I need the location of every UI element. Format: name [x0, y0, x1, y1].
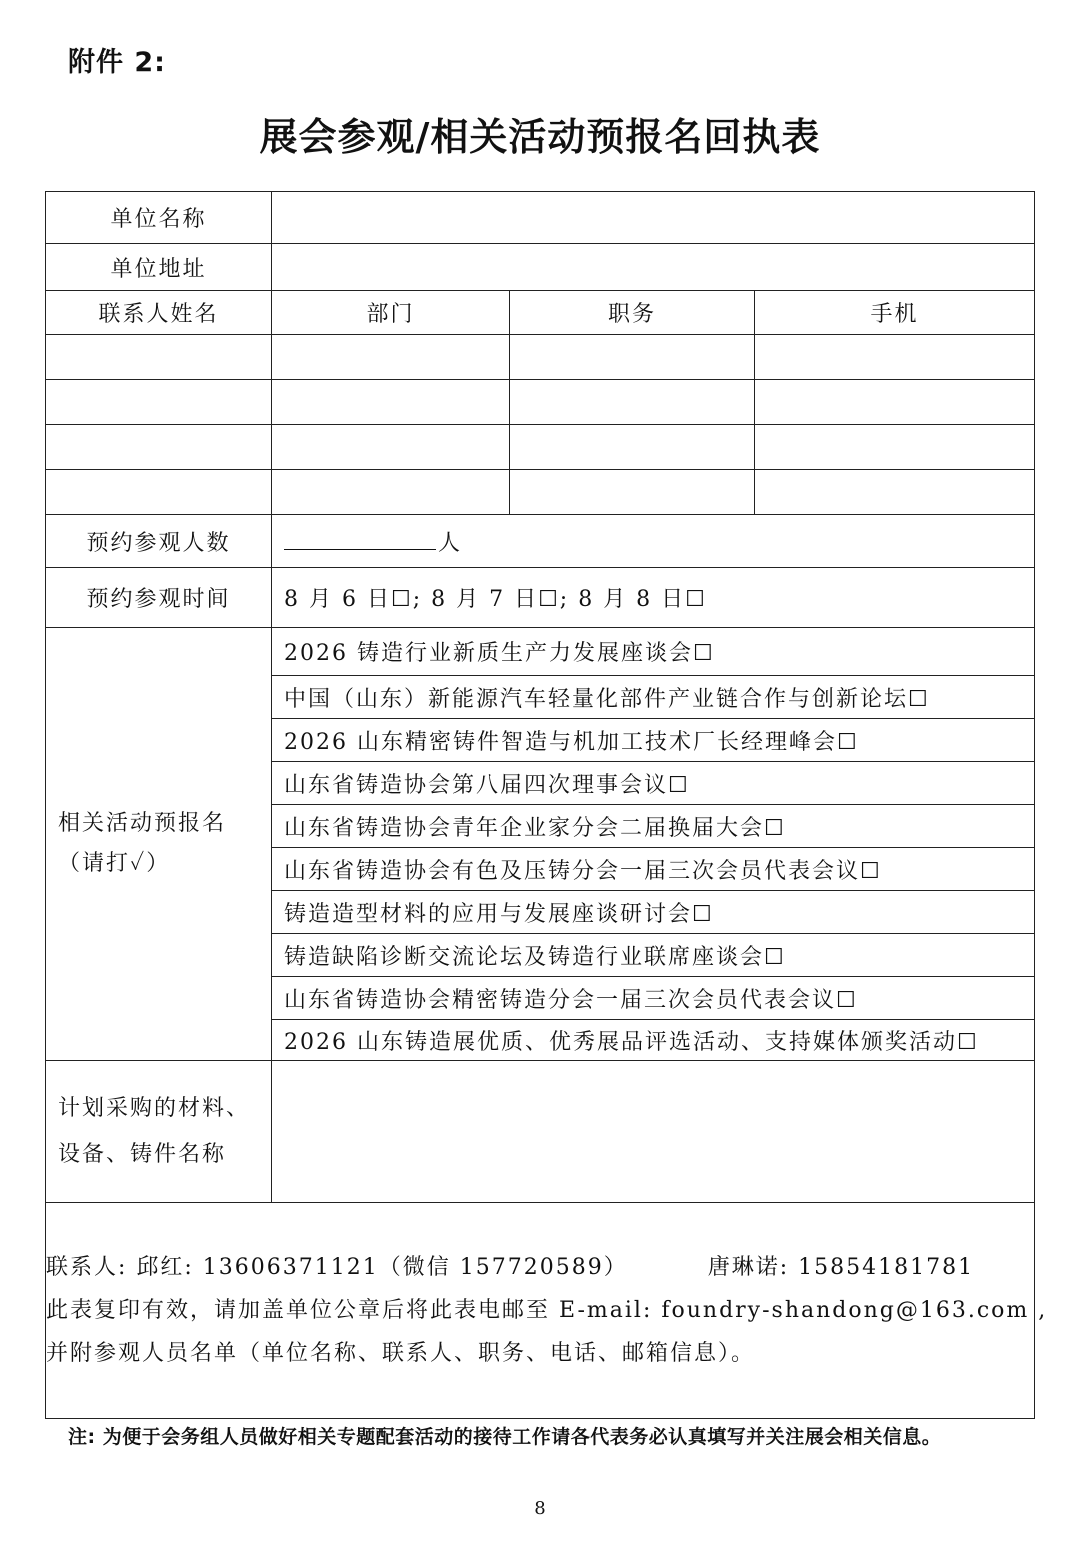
activity-option[interactable]: 2026 山东精密铸件智造与机加工技术厂长经理峰会☐ — [272, 719, 1035, 762]
unit-address-field[interactable] — [272, 244, 1035, 291]
unit-name-field[interactable] — [272, 192, 1035, 244]
unit-name-row — [46, 192, 1035, 244]
department-header: 部门 — [272, 291, 510, 335]
contact-name-header: 联系人姓名 — [46, 291, 272, 335]
department-cell[interactable] — [272, 380, 510, 425]
department-cell[interactable] — [272, 335, 510, 380]
visitors-count-row — [46, 515, 1035, 568]
contact-name-cell[interactable] — [46, 425, 272, 470]
mobile-header: 手机 — [755, 291, 1035, 335]
unit-name-label: 单位名称 — [46, 192, 272, 244]
activity-option[interactable]: 铸造造型材料的应用与发展座谈研讨会☐ — [272, 891, 1035, 934]
activity-option[interactable]: 中国（山东）新能源汽车轻量化部件产业链合作与创新论坛☐ — [272, 676, 1035, 719]
position-cell[interactable] — [510, 425, 755, 470]
contact-row — [46, 470, 1035, 515]
contact-row — [46, 380, 1035, 425]
contact-name-cell[interactable] — [46, 335, 272, 380]
contact-info-line2: 此表复印有效，请加盖单位公章后将此表电邮至 E-mail: foundry-shandong@163.com , — [46, 1298, 1048, 1323]
footer-note: 注: 为便于会务组人员做好相关专题配套活动的接待工作请各代表务必认真填写并关注展会相关信息。 — [68, 1426, 942, 1448]
contact-tanglinnuo: 唐琳诺: 15854181781 — [707, 1255, 975, 1280]
position-cell[interactable] — [510, 335, 755, 380]
position-header: 职务 — [510, 291, 755, 335]
purchase-label-line2: 设备、铸件名称 — [58, 1141, 227, 1167]
activities-label-line2: （请打✓） — [58, 851, 171, 876]
contact-row — [46, 425, 1035, 470]
visitors-count-label: 预约参观人数 — [46, 515, 272, 568]
activity-option[interactable]: 山东省铸造协会第八届四次理事会议☐ — [272, 762, 1035, 805]
purchase-row — [46, 1061, 1035, 1203]
visit-time-row — [46, 568, 1035, 628]
contact-qiuhong: 联系人: 邱红: 13606371121（微信 157720589） — [46, 1255, 628, 1280]
activities-label — [46, 628, 272, 1061]
visit-time-options[interactable]: 8 月 6 日☐; 8 月 7 日☐; 8 月 8 日☐ — [272, 568, 1035, 628]
purchase-label-line1: 计划采购的材料、 — [58, 1095, 251, 1121]
attachment-label: 附件 2: — [68, 47, 166, 78]
contact-info-row — [46, 1203, 1035, 1419]
contact-info-line1 — [46, 1246, 1034, 1289]
mobile-cell[interactable] — [755, 335, 1035, 380]
contact-info — [46, 1203, 1048, 1419]
mobile-cell[interactable] — [755, 380, 1035, 425]
activity-option[interactable]: 山东省铸造协会有色及压铸分会一届三次会员代表会议☐ — [272, 848, 1035, 891]
activity-option[interactable]: 山东省铸造协会精密铸造分会一届三次会员代表会议☐ — [272, 977, 1035, 1020]
activity-option[interactable]: 山东省铸造协会青年企业家分会二届换届大会☐ — [272, 805, 1035, 848]
page-title: 展会参观/相关活动预报名回执表 — [259, 115, 821, 159]
contact-name-cell[interactable] — [46, 470, 272, 515]
activity-option[interactable]: 2026 山东铸造展优质、优秀展品评选活动、支持媒体颁奖活动☐ — [272, 1020, 1035, 1061]
visitors-count-field[interactable] — [272, 515, 1035, 568]
position-cell[interactable] — [510, 470, 755, 515]
activity-option[interactable]: 铸造缺陷诊断交流论坛及铸造行业联席座谈会☐ — [272, 934, 1035, 977]
contact-row — [46, 335, 1035, 380]
activities-label-line1: 相关活动预报名 — [58, 811, 227, 836]
visit-time-label: 预约参观时间 — [46, 568, 272, 628]
contact-header-row — [46, 291, 1035, 335]
unit-address-label: 单位地址 — [46, 244, 272, 291]
activity-option[interactable]: 2026 铸造行业新质生产力发展座谈会☐ — [272, 628, 1035, 676]
purchase-label — [46, 1061, 272, 1203]
mobile-cell[interactable] — [755, 425, 1035, 470]
purchase-field[interactable] — [272, 1061, 1035, 1203]
visitors-count-unit: 人 — [438, 530, 463, 556]
position-cell[interactable] — [510, 380, 755, 425]
department-cell[interactable] — [272, 470, 510, 515]
registration-form-table — [45, 191, 1048, 1419]
contact-info-line3: 并附参观人员名单（单位名称、联系人、职务、电话、邮箱信息）。 — [46, 1341, 756, 1366]
mobile-cell[interactable] — [755, 470, 1035, 515]
unit-address-row — [46, 244, 1035, 291]
visitors-count-blank[interactable] — [284, 527, 436, 550]
contact-name-cell[interactable] — [46, 380, 272, 425]
page-number: 8 — [534, 1498, 546, 1519]
department-cell[interactable] — [272, 425, 510, 470]
